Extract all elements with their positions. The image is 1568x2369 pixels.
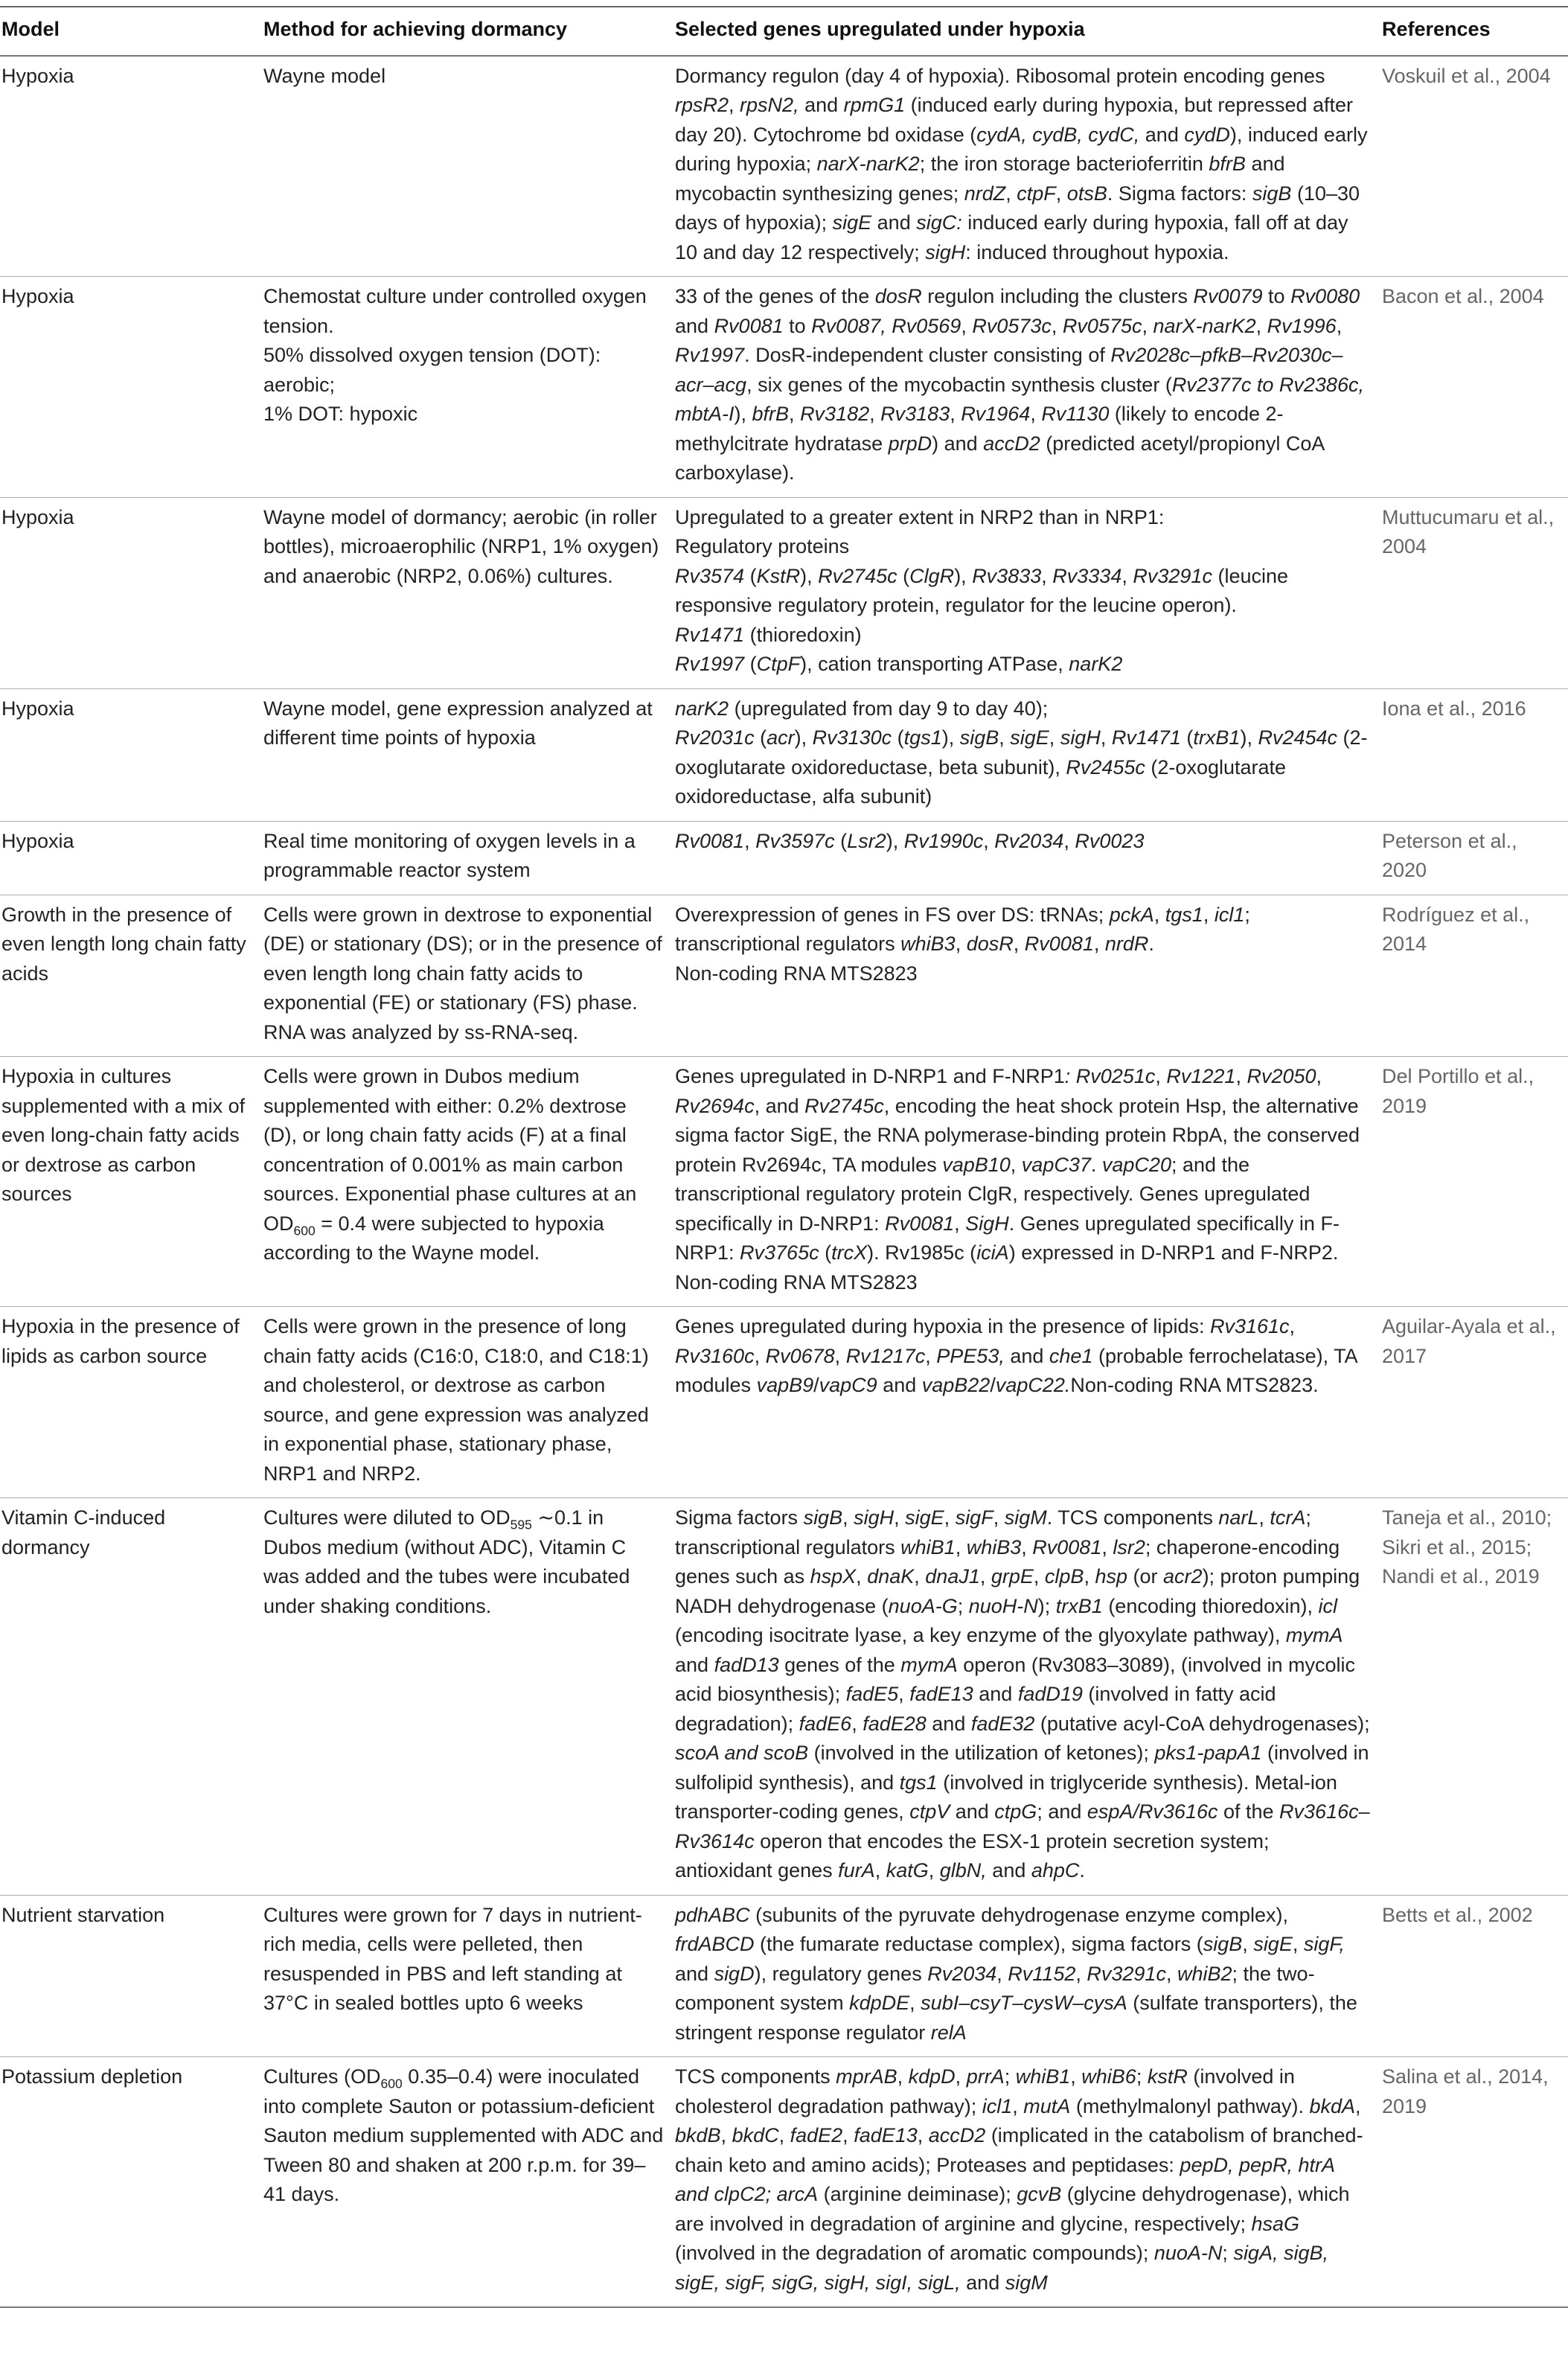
cell-reference: Del Portillo et al., 2019 — [1380, 1057, 1568, 1307]
cell-method: Cultures were grown for 7 days in nutrient-rich media, cells were pelleted, then resuspended in PBS and left standing at 37°C in sealed bottles upto 6 weeks — [262, 1895, 673, 2057]
cell-genes: narK2 (upregulated from day 9 to day 40); Rv2031c (acr), Rv3130c (tgs1), sigB, sigE, sigH, Rv1471 (trxB1), Rv2454c (2-oxoglutarate oxidoreductase, beta subunit), Rv2455c (2-oxoglutarate oxidoreductase, alfa subunit) — [673, 688, 1380, 821]
table-row — [0, 1498, 1568, 1896]
header-model: Model — [0, 7, 262, 56]
cell-model: Hypoxia in cultures supplemented with a mix of even long-chain fatty acids or dextrose as carbon sources — [0, 1057, 262, 1307]
cell-model: Hypoxia — [0, 277, 262, 498]
cell-reference: Iona et al., 2016 — [1380, 688, 1568, 821]
header-genes: Selected genes upregulated under hypoxia — [673, 7, 1380, 56]
cell-genes: Dormancy regulon (day 4 of hypoxia). Ribosomal protein encoding genes rpsR2, rpsN2, and rpmG1 (induced early during hypoxia, but repressed after day 20). Cytochrome bd oxidase (cydA, cydB, cydC, and cydD), induced early during hypoxia; narX-narK2; the iron storage bacterioferritin bfrB and mycobactin synthesizing genes; nrdZ, ctpF, otsB. Sigma factors: sigB (10–30 days of hypoxia); sigE and sigC: induced early during hypoxia, fall off at day 10 and day 12 respectively; sigH: induced throughout hypoxia. — [673, 56, 1380, 277]
cell-method: Cells were grown in the presence of long chain fatty acids (C16:0, C18:0, and C18:1) and cholesterol, or dextrose as carbon source, and gene expression was analyzed in exponential phase, stationary phase, NRP1 and NRP2. — [262, 1307, 673, 1498]
table-row — [0, 895, 1568, 1057]
cell-method: Real time monitoring of oxygen levels in a programmable reactor system — [262, 821, 673, 895]
table-row — [0, 497, 1568, 688]
header-method: Method for achieving dormancy — [262, 7, 673, 56]
cell-model: Potassium depletion — [0, 2057, 262, 2308]
cell-reference: Taneja et al., 2010; Sikri et al., 2015; Nandi et al., 2019 — [1380, 1498, 1568, 1896]
cell-reference: Salina et al., 2014, 2019 — [1380, 2057, 1568, 2308]
cell-method: Cultures were diluted to $OD_{595}$ ∼0.1 in Dubos medium (without ADC), Vitamin C was added and the tubes were incubated under shaking conditions. — [262, 1498, 673, 1896]
cell-method: Chemostat culture under controlled oxygen tension. 50% dissolved oxygen tension (DOT): aerobic; 1% DOT: hypoxic — [262, 277, 673, 498]
cell-method: Cells were grown in Dubos medium supplemented with either: 0.2% dextrose (D), or long chain fatty acids (F) at a final concentration of 0.001% as main carbon sources. Exponential phase cultures at an $OD_{600} = 0.4$ were subjected to hypoxia according to the Wayne model. — [262, 1057, 673, 1307]
cell-model: Hypoxia — [0, 497, 262, 688]
cell-genes: Sigma factors sigB, sigH, sigE, sigF, sigM. TCS components narL, tcrA; transcriptional regulators whiB1, whiB3, Rv0081, lsr2; chaperone-encoding genes such as hspX, dnaK, dnaJ1, grpE, clpB, hsp (or acr2); proton pumping NADH dehydrogenase (nuoA-G; nuoH-N); trxB1 (encoding thioredoxin), icl (encoding isocitrate lyase, a key enzyme of the glyoxylate pathway), mymA and fadD13 genes of the mymA operon (Rv3083–3089), (involved in mycolic acid biosynthesis); fadE5, fadE13 and fadD19 (involved in fatty acid degradation); fadE6, fadE28 and fadE32 (putative acyl-CoA dehydrogenases); scoA and scoB (involved in the utilization of ketones); pks1-papA1 (involved in sulfolipid synthesis), and tgs1 (involved in triglyceride synthesis). Metal-ion transporter-coding genes, ctpV and ctpG; and espA/Rv3616c of the Rv3616c–Rv3614c operon that encodes the ESX-1 protein secretion system; antioxidant genes furA, katG, glbN, and ahpC. — [673, 1498, 1380, 1896]
cell-genes: TCS components mprAB, kdpD, prrA; whiB1, whiB6; kstR (involved in cholesterol degradation pathway); icl1, mutA (methylmalonyl pathway). bkdA, bkdB, bkdC, fadE2, fadE13, accD2 (implicated in the catabolism of branched-chain keto and amino acids); Proteases and peptidases: pepD, pepR, htrA and clpC2; arcA (arginine deiminase); gcvB (glycine dehydrogenase), which are involved in degradation of arginine and glycine, respectively; hsaG (involved in the degradation of aromatic compounds); nuoA-N; sigA, sigB, sigE, sigF, sigG, sigH, sigI, sigL, and sigM — [673, 2057, 1380, 2308]
cell-model: Vitamin C-induced dormancy — [0, 1498, 262, 1896]
table-row — [0, 2057, 1568, 2308]
cell-genes: 33 of the genes of the dosR regulon including the clusters Rv0079 to Rv0080 and Rv0081 to Rv0087, Rv0569, Rv0573c, Rv0575c, narX-narK2, Rv1996, Rv1997. DosR-independent cluster consisting of Rv2028c–pfkB–Rv2030c–acr–acg, six genes of the mycobactin synthesis cluster (Rv2377c to Rv2386c, mbtA-I), bfrB, Rv3182, Rv3183, Rv1964, Rv1130 (likely to encode 2-methylcitrate hydratase prpD) and accD2 (predicted acetyl/propionyl CoA carboxylase). — [673, 277, 1380, 498]
cell-model: Hypoxia — [0, 688, 262, 821]
cell-genes: Genes upregulated during hypoxia in the presence of lipids: Rv3161c, Rv3160c, Rv0678, Rv1217c, PPE53, and che1 (probable ferrochelatase), TA modules vapB9/vapC9 and vapB22/vapC22.Non-coding RNA MTS2823. — [673, 1307, 1380, 1498]
cell-reference: Muttucumaru et al., 2004 — [1380, 497, 1568, 688]
cell-model: Hypoxia — [0, 821, 262, 895]
table-row — [0, 1057, 1568, 1307]
cell-model: Growth in the presence of even length long chain fatty acids — [0, 895, 262, 1057]
table-row — [0, 821, 1568, 895]
cell-method: Cultures ($OD_{600}$ 0.35–0.4) were inoculated into complete Sauton or potassium-deficient Sauton medium supplemented with ADC and Tween 80 and shaken at 200 r.p.m. for 39–41 days. — [262, 2057, 673, 2308]
cell-genes: pdhABC (subunits of the pyruvate dehydrogenase enzyme complex), frdABCD (the fumarate reductase complex), sigma factors (sigB, sigE, sigF, and sigD), regulatory genes Rv2034, Rv1152, Rv3291c, whiB2; the two-component system kdpDE, subI–csyT–cysW–cysA (sulfate transporters), the stringent response regulator relA — [673, 1895, 1380, 2057]
cell-reference: Peterson et al., 2020 — [1380, 821, 1568, 895]
cell-model: Nutrient starvation — [0, 1895, 262, 2057]
table-row — [0, 56, 1568, 277]
cell-genes: Overexpression of genes in FS over DS: tRNAs; pckA, tgs1, icl1; transcriptional regulators whiB3, dosR, Rv0081, nrdR. Non-coding RNA MTS2823 — [673, 895, 1380, 1057]
cell-method: Wayne model, gene expression analyzed at different time points of hypoxia — [262, 688, 673, 821]
cell-reference: Bacon et al., 2004 — [1380, 277, 1568, 498]
table-row — [0, 277, 1568, 498]
cell-genes: Upregulated to a greater extent in NRP2 than in NRP1: Regulatory proteins Rv3574 (KstR), Rv2745c (ClgR), Rv3833, Rv3334, Rv3291c (leucine responsive regulatory protein, regulator for the leucine operon). Rv1471 (thioredoxin) Rv1997 (CtpF), cation transporting ATPase, narK2 — [673, 497, 1380, 688]
cell-method: Wayne model — [262, 56, 673, 277]
cell-method: Cells were grown in dextrose to exponential (DE) or stationary (DS); or in the presence of even length long chain fatty acids to exponential (FE) or stationary (FS) phase. RNA was analyzed by ss-RNA-seq. — [262, 895, 673, 1057]
cell-reference: Betts et al., 2002 — [1380, 1895, 1568, 2057]
table-header-row — [0, 7, 1568, 56]
cell-genes: Genes upregulated in D-NRP1 and F-NRP1: Rv0251c, Rv1221, Rv2050, Rv2694c, and Rv2745c, encoding the heat shock protein Hsp, the alternative sigma factor SigE, the RNA polymerase-binding protein RbpA, the conserved protein Rv2694c, TA modules vapB10, vapC37. vapC20; and the transcriptional regulatory protein ClgR, respectively. Genes upregulated specifically in D-NRP1: Rv0081, SigH. Genes upregulated specifically in F-NRP1: Rv3765c (trcX). Rv1985c (iciA) expressed in D-NRP1 and F-NRP2. Non-coding RNA MTS2823 — [673, 1057, 1380, 1307]
cell-model: Hypoxia in the presence of lipids as carbon source — [0, 1307, 262, 1498]
header-references: References — [1380, 7, 1568, 56]
cell-reference: Voskuil et al., 2004 — [1380, 56, 1568, 277]
table-row — [0, 1307, 1568, 1498]
cell-reference: Aguilar-Ayala et al., 2017 — [1380, 1307, 1568, 1498]
cell-method: Wayne model of dormancy; aerobic (in roller bottles), microaerophilic (NRP1, 1% oxygen) and anaerobic (NRP2, 0.06%) cultures. — [262, 497, 673, 688]
table-row — [0, 688, 1568, 821]
cell-model: Hypoxia — [0, 56, 262, 277]
table-row — [0, 1895, 1568, 2057]
cell-reference: Rodríguez et al., 2014 — [1380, 895, 1568, 1057]
dormancy-models-table — [0, 6, 1568, 2308]
cell-genes: Rv0081, Rv3597c (Lsr2), Rv1990c, Rv2034, Rv0023 — [673, 821, 1380, 895]
